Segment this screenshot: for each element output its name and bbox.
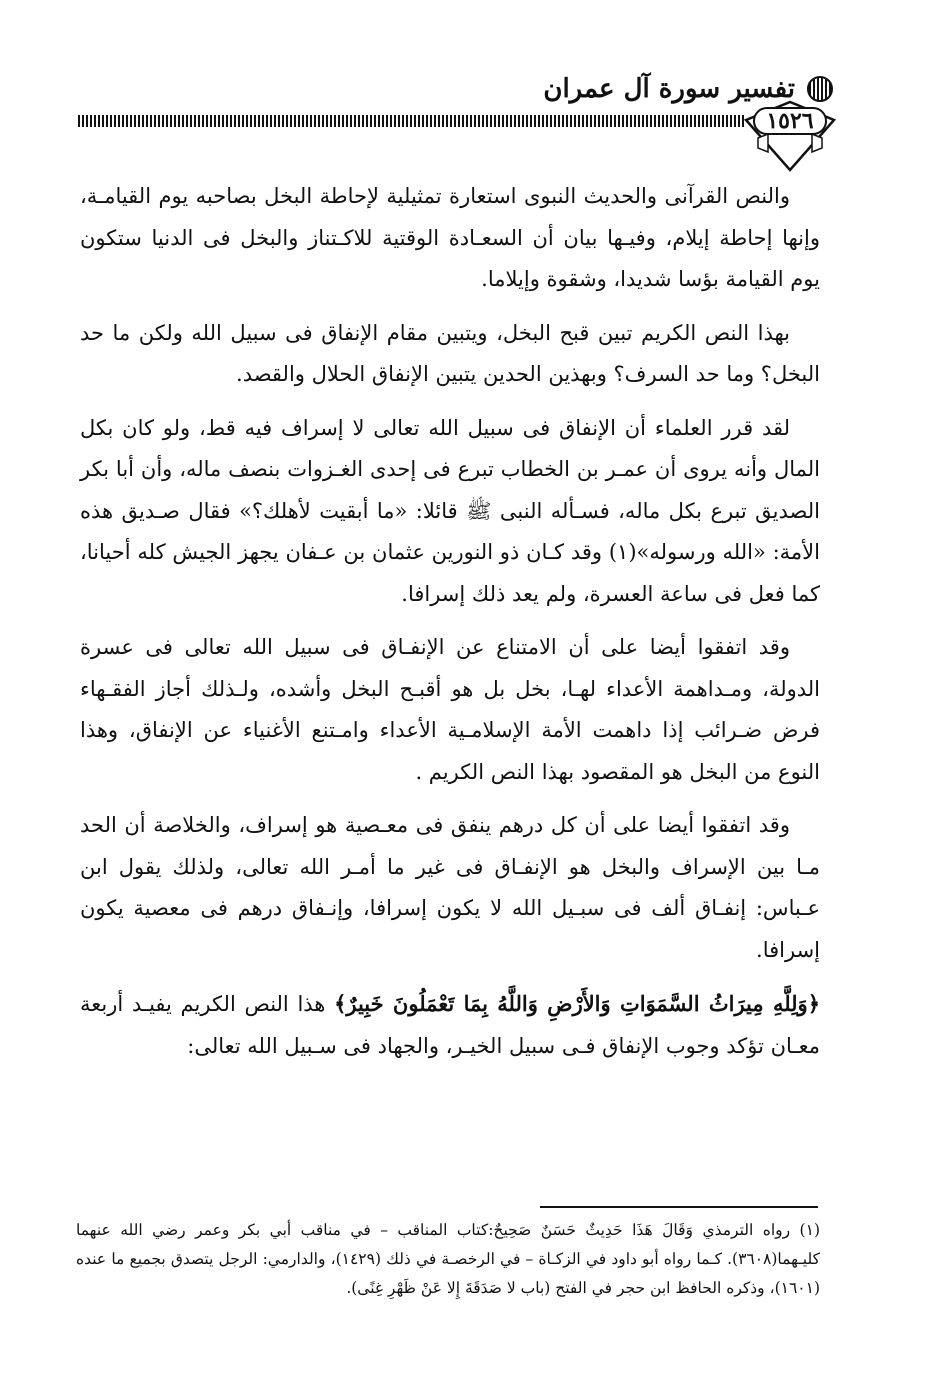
paragraph-1: والنص القرآنى والحديث النبوى استعارة تمثيلية لإحاطة البخل بصاحبه يوم القيامـة، وإنها إحاطة إيلام، وفيـها بيان أن السعـادة الوقتية للاكـتناز والبخل فى الدنيا ستكون يوم القيامة بؤسا شديدا، وشقوة وإيلاما. — [80, 184, 820, 291]
quran-verse: ﴿وَلِلَّهِ مِيرَاثُ السَّمَوَاتِ وَالأَرْضِ وَاللَّهُ بِمَا تَعْمَلُونَ خَبِيرٌ﴾ — [334, 991, 820, 1016]
header-title: تفسير سورة آل عمران — [543, 74, 795, 104]
paragraph-6 — [80, 983, 820, 1067]
paragraph-6-text: هذا النص الكريم يفيـد أربعة معـان تؤكد وجوب الإنفاق فـى سبيل الخيـر، والجهاد فى سـبيل الله تعالى: — [80, 992, 820, 1058]
footnote-separator — [540, 1206, 818, 1208]
header-rule — [78, 115, 744, 127]
paragraph-4: وقد اتفقوا أيضا على أن الامتناع عن الإنفـاق فى سبيل الله تعالى فى عسرة الدولة، ومـداهمة الأعداء لهـا، بخل بل هو أقبـح البخل وأشده، ولـذلك أجاز الفقـهاء فرض ضـرائب إذا داهمت الأمة الإسلامـية الأعداء وامـتنع الأغنياء عن الإنفاق، وهذا النوع من البخل هو المقصود بهذا النص الكريم . — [80, 635, 820, 784]
footnote — [76, 1216, 820, 1303]
footnote-1: (١) رواه الترمذي وَقَالَ هَذَا حَدِيثٌ حَسَنٌ صَحِيحٌ:كتاب المناقب – في مناقب أبي بكر وعمر رضي الله عنهما كليـهما(٣٦٠٨). كـما رواه أبو داود في الزكـاة – في الرخصـة في ذلك (١٤٢٩)، والدارمي: الرجل يتصدق بجميع ما عنده (١٦٠١)، وذكره الحافظ ابن حجر في الفتح (باب لا صَدَقَةَ إِلا عَنْ ظَهْرِ غِنًى). — [76, 1221, 820, 1297]
paragraph-5: وقد اتفقوا أيضا على أن كل درهم ينفق فى معـصية هو إسراف، والخلاصة أن الحد مـا بين الإسراف والبخل هو الإنفـاق فى غير ما أمـر الله تعالى، ولذلك يقول ابن عـباس: إنفـاق ألف فى سبـيل الله لا يكون إسرافا، وإنـفاق درهم فى معصية يكون إسرافا. — [80, 813, 820, 962]
paragraph-3: لقد قرر العلماء أن الإنفاق فى سبيل الله تعالى لا إسراف فيه قط، ولو كان بكل المال وأنه يروى أن عمـر بن الخطاب تبرع فى إحدى الغـزوات بنصف ماله، وأن أبا بكر الصديق تبرع بكل ماله، فسـأله النبى ﷺ قائلا: «ما أبقيت لأهلك؟» فقال صـديق هذه الأمة: «الله ورسوله»(١) وقد كـان ذو النورين عثمان بن عـفان يجهز الجيش كله أحيانا، كما فعل فى ساعة العسرة، ولم يعد ذلك إسرافا. — [80, 415, 820, 606]
paragraph-2: بهذا النص الكريم تبين قبح البخل، ويتبين مقام الإنفاق فى سبيل الله ولكن ما حد البخل؟ وما حد السرف؟ وبهذين الحدين يتبين الإنفاق الحلال والقصد. — [80, 320, 820, 386]
page-number: ١٥٢٦ — [766, 108, 814, 134]
body-text — [80, 176, 820, 1079]
